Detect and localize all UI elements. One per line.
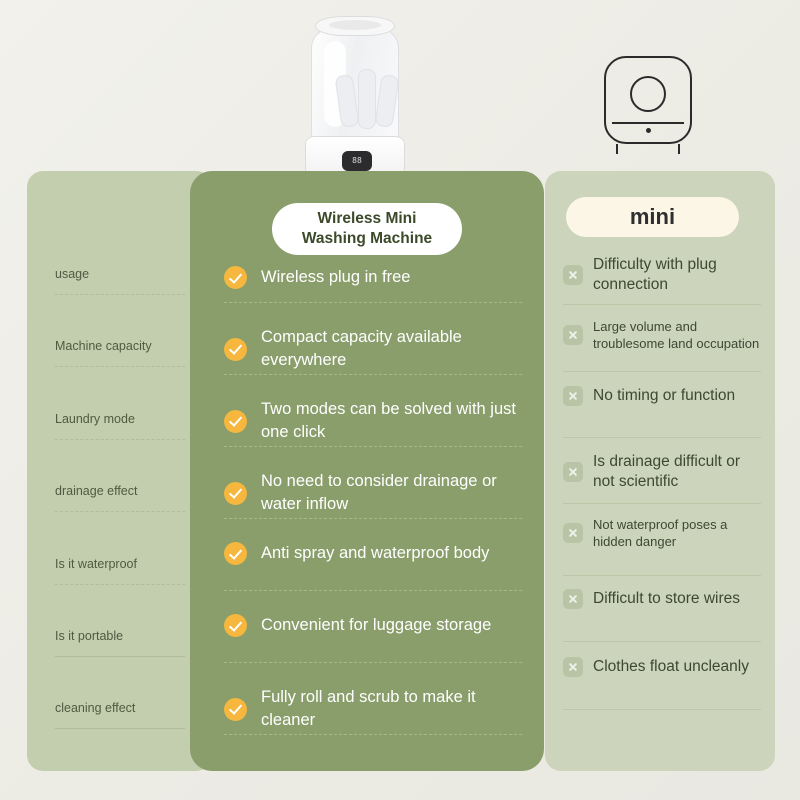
competitor-drawback-list — [545, 171, 775, 771]
check-icon — [224, 266, 247, 289]
feature-divider — [224, 518, 522, 519]
x-icon — [563, 462, 583, 482]
feature-divider — [224, 590, 522, 591]
competitor-leg-right — [678, 144, 680, 154]
criteria-divider — [55, 656, 185, 657]
criteria-label: Is it waterproof — [55, 557, 137, 571]
product-image-competitor-mini-washer — [604, 56, 696, 176]
feature-text: Anti spray and waterproof body — [261, 544, 490, 562]
competitor-leg-left — [616, 144, 618, 154]
x-icon — [563, 386, 583, 406]
criteria-row-cleaning-effect — [55, 700, 185, 716]
list-item — [563, 386, 763, 406]
list-item — [224, 542, 524, 565]
drawback-text: Difficulty with plug connection — [593, 256, 717, 293]
criteria-label: cleaning effect — [55, 701, 136, 715]
competitor-divider-line — [612, 122, 684, 124]
check-icon — [224, 698, 247, 721]
criteria-label: Laundry mode — [55, 412, 135, 426]
list-item — [224, 470, 524, 516]
drawback-divider — [563, 371, 761, 372]
drawback-divider — [563, 575, 761, 576]
feature-divider — [224, 302, 522, 303]
drawback-divider — [563, 437, 761, 438]
lid-inner-ring — [329, 20, 381, 30]
check-icon — [224, 410, 247, 433]
transparent-dome — [311, 28, 399, 148]
competitor-title: mini — [629, 204, 676, 229]
competitor-drum-circle — [630, 76, 666, 112]
criteria-row-waterproof — [55, 556, 185, 572]
criteria-label: Machine capacity — [55, 339, 152, 353]
agitator-blade — [334, 74, 359, 128]
list-item — [224, 326, 524, 372]
list-item — [563, 318, 763, 352]
agitator-blade — [374, 74, 399, 128]
drawback-divider — [563, 304, 761, 305]
drawback-text: No timing or function — [593, 387, 736, 404]
criteria-divider — [55, 511, 185, 512]
our-product-title-line2: Washing Machine — [301, 230, 433, 247]
drawback-text: Is drainage difficult or not scientific — [593, 453, 741, 490]
x-icon — [563, 589, 583, 609]
criteria-divider — [55, 439, 185, 440]
x-icon — [563, 523, 583, 543]
feature-text: No need to consider drainage or water inflow — [261, 472, 497, 513]
feature-text: Wireless plug in free — [261, 268, 411, 286]
criteria-divider — [55, 728, 185, 729]
feature-text: Convenient for luggage storage — [261, 616, 492, 634]
criteria-divider — [55, 294, 185, 295]
x-icon — [563, 265, 583, 285]
drawback-text: Not waterproof poses a hidden danger — [593, 517, 728, 549]
criteria-row-machine-capacity — [55, 338, 185, 354]
competitor-button-dot — [646, 128, 651, 133]
check-icon — [224, 542, 247, 565]
list-item — [563, 255, 763, 295]
drawback-divider — [563, 709, 761, 710]
drawback-divider — [563, 641, 761, 642]
feature-text: Two modes can be solved with just one click — [261, 400, 516, 441]
criteria-row-drainage-effect — [55, 483, 185, 499]
criteria-row-usage — [55, 266, 185, 282]
criteria-label: drainage effect — [55, 484, 138, 498]
our-product-title-line1: Wireless Mini — [317, 210, 417, 227]
drawback-text: Difficult to store wires — [593, 590, 741, 607]
criteria-label: usage — [55, 267, 90, 281]
our-feature-list — [190, 171, 544, 771]
list-item — [224, 614, 524, 637]
drawback-text: Clothes float uncleanly — [593, 658, 749, 675]
x-icon — [563, 657, 583, 677]
check-icon — [224, 614, 247, 637]
x-icon — [563, 325, 583, 345]
check-icon — [224, 482, 247, 505]
criteria-row-portable — [55, 628, 185, 644]
criteria-label: Is it portable — [55, 629, 124, 643]
display-screen — [342, 151, 372, 171]
list-item — [563, 589, 763, 609]
list-item — [224, 266, 524, 289]
list-item — [224, 686, 524, 732]
list-item — [563, 452, 763, 492]
list-item — [563, 516, 763, 550]
agitator-blade — [358, 69, 376, 129]
display-value: 88 — [352, 156, 362, 165]
drawback-divider — [563, 503, 761, 504]
feature-divider — [224, 734, 522, 735]
check-icon — [224, 338, 247, 361]
drawback-text: Large volume and troublesome land occupation — [593, 319, 760, 351]
feature-divider — [224, 374, 522, 375]
feature-text: Fully roll and scrub to make it cleaner — [261, 688, 476, 729]
feature-divider — [224, 662, 522, 663]
criteria-row-laundry-mode — [55, 411, 185, 427]
product-image-wireless-mini-washing-machine — [295, 8, 415, 193]
criteria-divider — [55, 584, 185, 585]
criteria-divider — [55, 366, 185, 367]
feature-text: Compact capacity available everywhere — [261, 328, 462, 369]
list-item — [563, 657, 763, 677]
criteria-list — [27, 171, 212, 771]
feature-divider — [224, 446, 522, 447]
list-item — [224, 398, 524, 444]
